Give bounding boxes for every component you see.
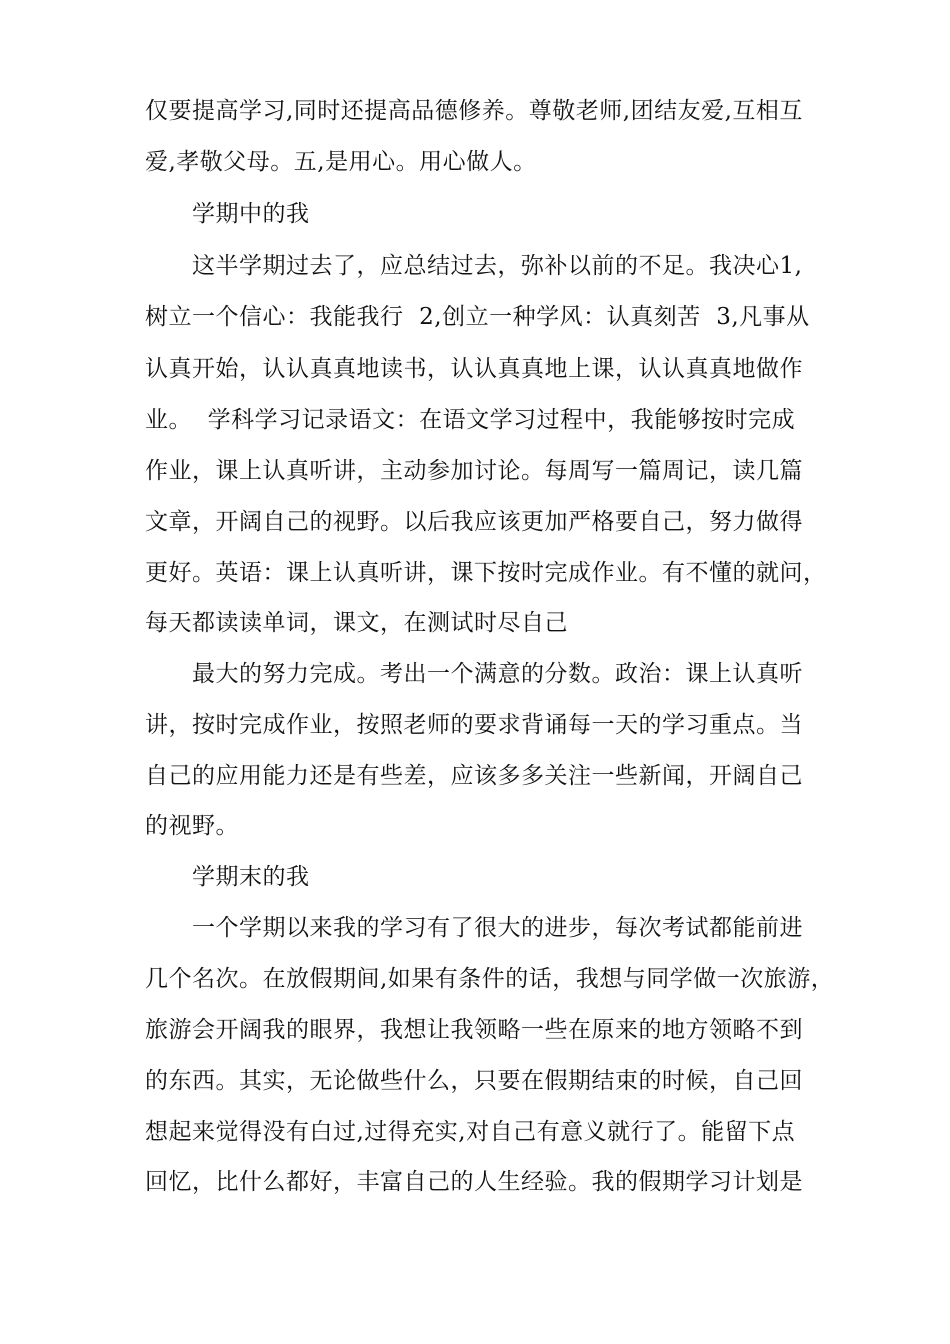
text-line: 这半学期过去了，应总结过去，弥补以前的不足。我决心1,: [192, 253, 803, 279]
text-line: 的东西。其实，无论做些什么，只要在假期结束的时候，自己回: [145, 1068, 803, 1094]
text-line: 作业，课上认真听讲，主动参加讨论。每周写一篇周记，读几篇: [145, 458, 803, 484]
text-line: 最大的努力完成。考出一个满意的分数。政治：课上认真听: [192, 661, 803, 687]
text-line: 几个名次。在放假期间,如果有条件的话，我想与同学做一次旅游，: [145, 966, 835, 992]
text-line: 树立一个信心：我能我行 2,创立一种学风：认真刻苦 3,凡事从: [145, 304, 810, 330]
section-heading: 学期末的我: [192, 864, 310, 890]
text-line: 自己的应用能力还是有些差，应该多多关注一些新闻，开阔自己: [145, 763, 803, 789]
text-line: 文章，开阔自己的视野。以后我应该更加严格要自己，努力做得: [145, 509, 803, 535]
text-line: 更好。英语：课上认真听讲，课下按时完成作业。有不懂的就问，: [145, 560, 827, 586]
text-line: 业。 学科学习记录语文：在语文学习过程中，我能够按时完成: [145, 407, 796, 433]
text-line: 想起来觉得没有白过,过得充实,对自己有意义就行了。能留下点: [145, 1119, 796, 1145]
text-line: 一个学期以来我的学习有了很大的进步，每次考试都能前进: [192, 915, 803, 941]
text-line: 回忆，比什么都好，丰富自己的人生经验。我的假期学习计划是: [145, 1169, 803, 1195]
text-line: 认真开始，认认真真地读书，认认真真地上课，认认真真地做作: [145, 356, 803, 382]
text-line: 讲，按时完成作业，按照老师的要求背诵每一天的学习重点。当: [145, 712, 803, 738]
text-line: 的视野。: [145, 813, 239, 839]
text-line: 旅游会开阔我的眼界，我想让我领略一些在原来的地方领略不到: [145, 1017, 803, 1043]
section-heading: 学期中的我: [192, 201, 310, 227]
text-line: 每天都读读单词，课文，在测试时尽自己: [145, 610, 568, 636]
text-line: 爱,孝敬父母。五,是用心。用心做人。: [145, 149, 537, 175]
text-line: 仅要提高学习,同时还提高品德修养。尊敬老师,团结友爱,互相互: [145, 98, 803, 124]
